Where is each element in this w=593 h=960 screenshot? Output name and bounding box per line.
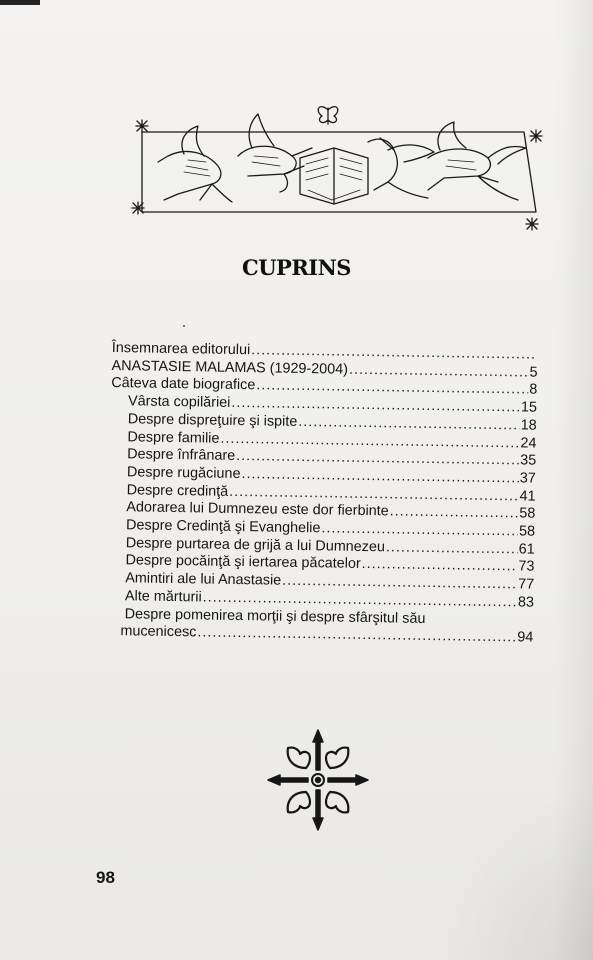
toc-entry-page: 18 — [520, 417, 537, 434]
corner-star-icon — [132, 202, 144, 214]
toc-leader-dots — [197, 625, 516, 648]
book-icon — [300, 148, 368, 204]
page-corner-shadow — [440, 780, 593, 960]
toc-entry-title: mucenicesc — [120, 623, 197, 641]
toc-entry-title: Câteva date biografice — [111, 375, 256, 394]
page-number: 98 — [96, 868, 115, 887]
toc-entry-title: Adorarea lui Dumnezeu este dor fierbinte — [126, 499, 389, 520]
bird-icon — [428, 122, 526, 200]
toc-entry-title: Despre dispreţuire şi ispite — [127, 411, 298, 430]
corner-star-icon — [530, 130, 542, 142]
toc-entry-title: ANASTASIE MALAMAS (1929-2004) — [111, 357, 349, 378]
arrow-left-icon — [268, 775, 308, 785]
toc-entry-page: 58 — [519, 505, 536, 522]
butterfly-icon — [318, 107, 338, 124]
toc-entry-title: Despre rugăciune — [126, 464, 241, 482]
bird-icon — [158, 126, 232, 202]
leaf-icon — [288, 748, 310, 768]
toc-entry-title: Despre pocăinţă şi iertarea păcatelor — [125, 552, 361, 573]
toc-entry-page: 83 — [517, 594, 535, 611]
toc-entry-title: Despre purtarea de grijă a lui Dumnezeu — [125, 534, 386, 556]
floral-ornament — [266, 728, 370, 832]
toc-entry-title: Despre pomenirea morţii şi despre sfârşitul său — [124, 605, 426, 627]
toc-leader-dots — [386, 539, 518, 559]
toc-entry-page: 24 — [520, 434, 537, 452]
toc-entry-title: Alte mărturii — [124, 588, 202, 606]
birds-ornament — [128, 96, 548, 236]
toc-entry-page: 73 — [518, 558, 535, 576]
toc-entry-page: 58 — [518, 523, 536, 540]
toc-entry-title: Despre Credinţă şi Evanghelie — [125, 517, 321, 537]
arrow-up-icon — [313, 730, 323, 770]
bird-icon — [368, 138, 434, 198]
ornament-frame — [142, 132, 536, 212]
toc-entry-title: Despre credinţă — [126, 481, 229, 500]
leaf-icon — [326, 748, 348, 768]
bird-icon — [238, 114, 312, 192]
toc-entry-page: 61 — [518, 541, 535, 558]
leaf-icon — [288, 792, 310, 812]
corner-star-icon — [136, 120, 148, 132]
toc-entry-title: Însemnarea editorului — [111, 340, 251, 359]
corner-star-icon — [526, 218, 538, 230]
arrow-down-icon — [313, 790, 323, 830]
toc-entry-title: Vârsta copilăriei — [127, 393, 231, 411]
toc-entry-page: 37 — [519, 470, 537, 487]
table-of-contents — [107, 340, 538, 648]
toc-entry-title: Despre înfrânare — [127, 446, 236, 465]
toc-leader-dots — [390, 504, 519, 524]
ink-speck — [183, 325, 185, 327]
toc-entry-page: 41 — [519, 488, 536, 505]
toc-entry-page: 5 — [529, 364, 538, 381]
arrow-right-icon — [328, 775, 368, 785]
toc-entry-title: Despre familie — [127, 428, 220, 447]
toc-entry-page: 94 — [517, 629, 534, 646]
toc-entry-title: Amintiri ale lui Anastasie — [125, 570, 282, 589]
toc-entry-page: 15 — [520, 399, 538, 416]
toc-entry-page: 8 — [529, 381, 538, 399]
toc-entry-page: 35 — [520, 452, 537, 469]
page-title: CUPRINS — [242, 255, 351, 280]
scan-corner-mark — [0, 0, 40, 5]
leaf-icon — [326, 792, 348, 812]
toc-entry-page: 77 — [518, 576, 535, 593]
